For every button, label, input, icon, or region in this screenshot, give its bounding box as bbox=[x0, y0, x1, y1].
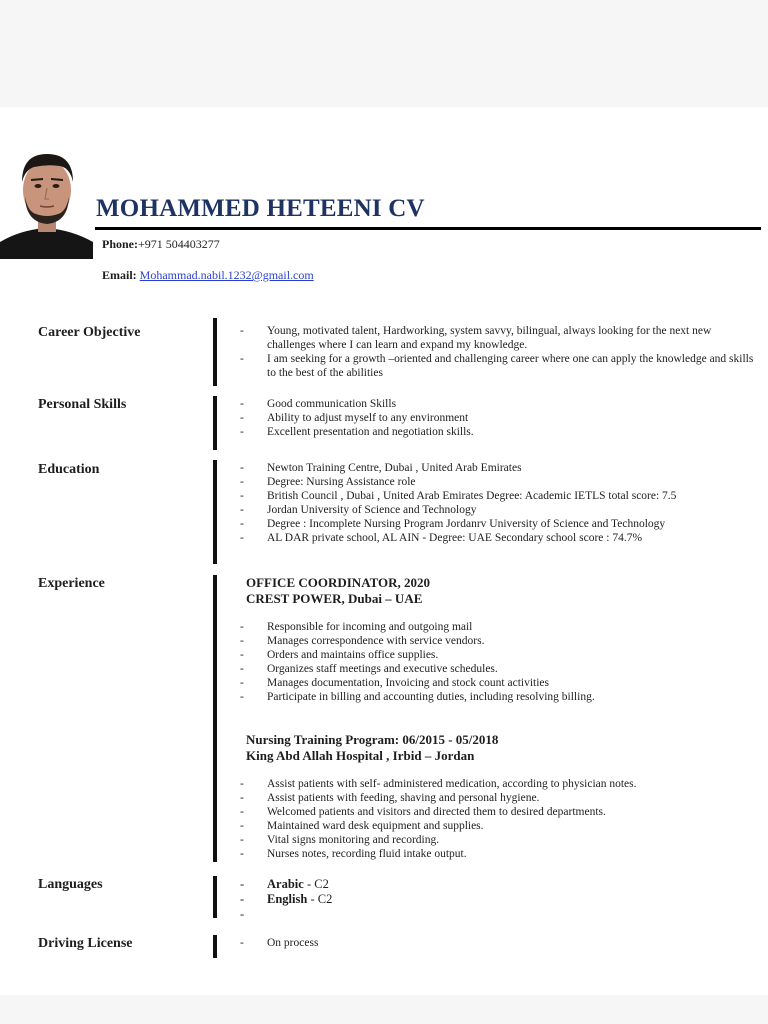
list-item: - Responsible for incoming and outgoing mail bbox=[240, 621, 473, 633]
list-item bbox=[240, 892, 760, 907]
list-item: - Good communication Skills bbox=[240, 398, 397, 410]
list-item: - Manages correspondence with service vendors. bbox=[240, 635, 485, 647]
dash-icon: - bbox=[240, 635, 244, 647]
dash-icon: - bbox=[240, 834, 244, 846]
career-objective-list bbox=[240, 324, 760, 380]
list-item: - Degree : Incomplete Nursing Program Jordanrv University of Science and Technology bbox=[240, 518, 666, 530]
dash-icon: - bbox=[240, 937, 244, 949]
dash-icon: - bbox=[240, 848, 244, 860]
list-item: - Jordan University of Science and Technology bbox=[240, 504, 477, 516]
dash-icon: - bbox=[240, 691, 244, 703]
education-list bbox=[240, 461, 760, 545]
list-item: - Young, motivated talent, Hardworking, system savvy, bilingual, always looking for the next new challenges where I can learn and expand my knowledge. bbox=[240, 325, 712, 351]
dash-icon: - bbox=[240, 663, 244, 675]
dash-icon: - bbox=[240, 325, 244, 337]
driving-license-heading: Driving License bbox=[38, 936, 133, 951]
dash-icon: - bbox=[240, 504, 244, 516]
language-level: - C2 bbox=[303, 877, 329, 891]
dash-icon: - bbox=[240, 353, 244, 365]
list-item: - Newton Training Centre, Dubai , United Arab Emirates bbox=[240, 462, 522, 474]
job-title: Nursing Training Program: 06/2015 - 05/2018 bbox=[246, 732, 499, 747]
list-item: - AL DAR private school, AL AIN - Degree: UAE Secondary school score : 74.7% bbox=[240, 532, 643, 544]
dash-icon: - bbox=[240, 490, 244, 502]
list-item: - On process bbox=[240, 937, 319, 949]
job-employer: King Abd Allah Hospital , Irbid – Jordan bbox=[246, 748, 475, 763]
personal-skills-divider bbox=[213, 396, 217, 450]
education-divider bbox=[213, 460, 217, 564]
dash-icon: - bbox=[240, 677, 244, 689]
job-title: OFFICE COORDINATOR, 2020 bbox=[246, 575, 431, 590]
languages-list bbox=[240, 877, 760, 921]
email-link[interactable]: Mohammad.nabil.1232@gmail.com bbox=[139, 268, 314, 282]
job-2-header bbox=[246, 732, 498, 764]
dash-icon: - bbox=[240, 398, 244, 410]
dash-icon: - bbox=[240, 426, 244, 438]
language-name: Arabic bbox=[267, 877, 304, 891]
profile-photo bbox=[0, 142, 93, 259]
list-item: - Excellent presentation and negotiation skills. bbox=[240, 426, 474, 438]
cv-name-title: MOHAMMED HETEENI CV bbox=[96, 195, 425, 222]
experience-divider bbox=[213, 575, 217, 862]
job-employer: CREST POWER, Dubai – UAE bbox=[246, 591, 423, 606]
job-1-header bbox=[246, 575, 430, 607]
education-heading: Education bbox=[38, 462, 100, 477]
list-item: - British Council , Dubai , United Arab Emirates Degree: Academic IETLS total score: 7.5 bbox=[240, 490, 677, 502]
list-item: - Participate in billing and accounting duties, including resolving billing. bbox=[240, 691, 595, 703]
dash-icon: - bbox=[240, 462, 244, 474]
personal-skills-list bbox=[240, 397, 760, 439]
list-item: - Degree: Nursing Assistance role bbox=[240, 476, 416, 488]
career-objective-divider bbox=[213, 318, 217, 386]
dash-icon: - bbox=[240, 907, 245, 921]
list-item: - Nurses notes, recording fluid intake output. bbox=[240, 848, 467, 860]
dash-icon: - bbox=[240, 476, 244, 488]
dash-icon: - bbox=[240, 621, 244, 633]
driving-license-list bbox=[240, 936, 760, 950]
languages-divider bbox=[213, 876, 217, 918]
dash-icon: - bbox=[240, 820, 244, 832]
phone-line bbox=[102, 237, 220, 252]
personal-skills-heading: Personal Skills bbox=[38, 397, 127, 412]
header-divider bbox=[95, 227, 761, 230]
list-item: - I am seeking for a growth –oriented and challenging career where one can apply the knowledge and skills to the best of the abilities bbox=[240, 353, 754, 379]
language-name: English bbox=[267, 892, 308, 906]
dash-icon: - bbox=[240, 792, 244, 804]
list-item: - Organizes staff meetings and executive schedules. bbox=[240, 663, 498, 675]
phone-value: +971 504403277 bbox=[138, 237, 220, 251]
list-item: - Orders and maintains office supplies. bbox=[240, 649, 439, 661]
email-label: Email: bbox=[102, 268, 137, 282]
dash-icon: - bbox=[240, 892, 245, 906]
list-item bbox=[240, 877, 760, 892]
list-item: - Ability to adjust myself to any environment bbox=[240, 412, 469, 424]
list-item: - Assist patients with feeding, shaving and personal hygiene. bbox=[240, 792, 540, 804]
list-item: - Assist patients with self- administered medication, according to physician notes. bbox=[240, 778, 637, 790]
career-objective-heading: Career Objective bbox=[38, 325, 141, 340]
dash-icon: - bbox=[240, 649, 244, 661]
job-2-duties bbox=[240, 777, 760, 861]
list-item: - Vital signs monitoring and recording. bbox=[240, 834, 440, 846]
languages-heading: Languages bbox=[38, 877, 103, 892]
dash-icon: - bbox=[240, 877, 245, 891]
dash-icon: - bbox=[240, 518, 244, 530]
job-1-duties bbox=[240, 620, 760, 704]
list-item: - Manages documentation, Invoicing and stock count activities bbox=[240, 677, 549, 689]
dash-icon: - bbox=[240, 778, 244, 790]
phone-label: Phone: bbox=[102, 237, 138, 251]
list-item: - Welcomed patients and visitors and directed them to desired departments. bbox=[240, 806, 606, 818]
dash-icon: - bbox=[240, 412, 244, 424]
driving-license-divider bbox=[213, 935, 217, 958]
dash-icon: - bbox=[240, 532, 244, 544]
experience-heading: Experience bbox=[38, 576, 105, 591]
email-line bbox=[102, 268, 314, 283]
dash-icon: - bbox=[240, 806, 244, 818]
language-level: - C2 bbox=[307, 892, 333, 906]
list-item: - Maintained ward desk equipment and supplies. bbox=[240, 820, 484, 832]
